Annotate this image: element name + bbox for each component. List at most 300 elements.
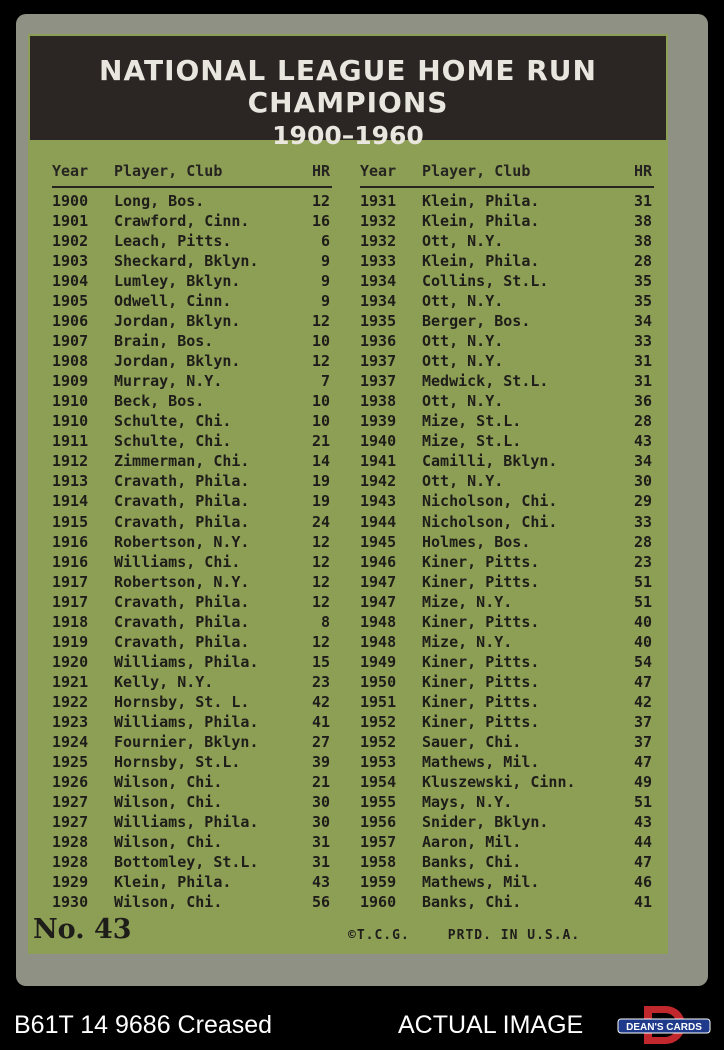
- year-cell: 1902: [52, 232, 89, 251]
- year-cell: 1943: [360, 492, 397, 511]
- hr-cell: 51: [633, 792, 652, 811]
- year-cell: 1948: [360, 632, 397, 651]
- hr-cell: 38: [633, 232, 652, 251]
- hr-cell: 37: [633, 712, 652, 731]
- player-cell: Ott, N.Y.: [422, 352, 504, 371]
- player-cell: Mays, N.Y.: [422, 792, 513, 811]
- player-cell: Beck, Bos.: [114, 392, 205, 411]
- year-cell: 1924: [52, 732, 89, 751]
- hr-cell: 28: [633, 412, 652, 431]
- player-cell: Kiner, Pitts.: [422, 612, 540, 631]
- hr-cell: 41: [311, 712, 330, 731]
- year-cell: 1952: [360, 732, 397, 751]
- hr-cell: 31: [311, 853, 330, 872]
- year-cell: 1952: [360, 712, 397, 731]
- table-row: [360, 572, 654, 592]
- hr-cell: 43: [311, 873, 330, 892]
- actual-image-label: ACTUAL IMAGE: [398, 1011, 584, 1039]
- year-cell: 1939: [360, 412, 397, 431]
- table-row: [52, 512, 332, 532]
- player-cell: Jordan, Bklyn.: [114, 352, 241, 371]
- year-cell: 1912: [52, 452, 89, 471]
- hr-cell: 44: [633, 833, 652, 851]
- player-cell: Kiner, Pitts.: [422, 572, 540, 591]
- year-cell: 1951: [360, 692, 397, 711]
- hr-cell: 29: [633, 492, 652, 511]
- table-row: [360, 832, 654, 852]
- player-cell: Mathews, Mil.: [422, 752, 540, 771]
- table-row: [52, 732, 332, 752]
- year-cell: 1954: [360, 772, 397, 791]
- player-cell: Williams, Chi.: [114, 552, 241, 571]
- player-cell: Klein, Phila.: [422, 212, 540, 231]
- hr-cell: 16: [311, 212, 330, 231]
- year-cell: 1929: [52, 873, 89, 892]
- player-cell: Berger, Bos.: [422, 312, 531, 331]
- table-row: [52, 211, 332, 231]
- year-cell: 1940: [360, 432, 397, 451]
- player-cell: Robertson, N.Y.: [114, 532, 250, 551]
- table-row: [52, 291, 332, 311]
- hr-cell: 10: [311, 392, 330, 411]
- player-cell: Kiner, Pitts.: [422, 552, 540, 571]
- hr-cell: 12: [311, 532, 330, 551]
- player-cell: Mize, N.Y.: [422, 632, 513, 651]
- player-cell: Medwick, St.L.: [422, 372, 549, 391]
- hr-cell: 46: [633, 873, 652, 892]
- hr-cell: 7: [320, 372, 330, 391]
- hr-cell: 6: [320, 232, 330, 251]
- card-header: [30, 36, 666, 150]
- hr-cell: 43: [633, 432, 652, 451]
- player-cell: Kiner, Pitts.: [422, 712, 540, 731]
- hr-cell: 51: [633, 572, 652, 591]
- player-cell: Kelly, N.Y.: [114, 672, 214, 691]
- year-cell: 1910: [52, 392, 89, 411]
- hr-cell: 10: [311, 412, 330, 431]
- player-cell: Hornsby, St. L.: [114, 692, 250, 711]
- table-row: [360, 491, 654, 511]
- player-cell: Long, Bos.: [114, 192, 205, 210]
- year-cell: 1960: [360, 893, 397, 912]
- player-cell: Holmes, Bos.: [422, 532, 531, 551]
- table-row: [52, 812, 332, 832]
- player-cell: Kiner, Pitts.: [422, 652, 540, 671]
- table-row: [360, 752, 654, 772]
- hr-cell: 12: [311, 312, 330, 331]
- hr-cell: 54: [633, 652, 652, 671]
- player-cell: Mathews, Mil.: [422, 873, 540, 892]
- year-cell: 1921: [52, 672, 89, 691]
- player-cell: Cravath, Phila.: [114, 512, 250, 531]
- year-cell: 1927: [52, 812, 89, 831]
- year-cell: 1913: [52, 472, 89, 491]
- hr-cell: 42: [311, 692, 330, 711]
- player-cell: Mize, St.L.: [422, 412, 522, 431]
- player-cell: Wilson, Chi.: [114, 833, 223, 851]
- year-cell: 1906: [52, 312, 89, 331]
- year-cell: 1910: [52, 412, 89, 431]
- table-row: [52, 351, 332, 371]
- player-cell: Banks, Chi.: [422, 853, 522, 872]
- player-cell: Leach, Pitts.: [114, 232, 232, 251]
- year-cell: 1932: [360, 212, 397, 231]
- hr-cell: 31: [633, 192, 652, 210]
- year-cell: 1932: [360, 232, 397, 251]
- hr-cell: 23: [311, 672, 330, 691]
- hr-cell: 31: [633, 372, 652, 391]
- year-cell: 1941: [360, 452, 397, 471]
- right-column-header: [360, 160, 654, 188]
- player-cell: Mize, N.Y.: [422, 592, 513, 611]
- hr-cell: 12: [311, 192, 330, 210]
- hr-cell: 47: [633, 752, 652, 771]
- hr-cell: 37: [633, 732, 652, 751]
- table-row: [360, 391, 654, 411]
- card-years: 1900–1960: [272, 121, 424, 150]
- hr-cell: 41: [633, 893, 652, 912]
- year-cell: 1901: [52, 212, 89, 231]
- hr-cell: 21: [311, 772, 330, 791]
- table-row: [52, 391, 332, 411]
- year-cell: 1956: [360, 812, 397, 831]
- table-row: [360, 211, 654, 231]
- hr-cell: 51: [633, 592, 652, 611]
- player-cell: Ott, N.Y.: [422, 472, 504, 491]
- hr-cell: 28: [633, 532, 652, 551]
- year-cell: 1948: [360, 612, 397, 631]
- hr-cell: 8: [320, 612, 330, 631]
- table-row: [360, 271, 654, 291]
- print-line: [348, 928, 580, 943]
- player-cell: Murray, N.Y.: [114, 372, 223, 391]
- hr-cell: 33: [633, 512, 652, 531]
- table-row: [52, 612, 332, 632]
- player-cell: Kluszewski, Cinn.: [422, 772, 576, 791]
- table-row: [360, 612, 654, 632]
- year-cell: 1945: [360, 532, 397, 551]
- table-row: [360, 311, 654, 331]
- left-column: [52, 160, 332, 912]
- player-cell: Jordan, Bklyn.: [114, 312, 241, 331]
- year-cell: 1900: [52, 192, 89, 210]
- table-row: [360, 652, 654, 672]
- player-cell: Brain, Bos.: [114, 332, 214, 351]
- table-row: [52, 191, 332, 211]
- player-cell: Crawford, Cinn.: [114, 212, 250, 231]
- table-row: [360, 291, 654, 311]
- card-number: No. 43: [33, 914, 132, 945]
- player-cell: Klein, Phila.: [422, 192, 540, 210]
- table-row: [360, 331, 654, 351]
- table-row: [360, 592, 654, 612]
- table-row: [52, 712, 332, 732]
- year-cell: 1950: [360, 672, 397, 691]
- player-cell: Banks, Chi.: [422, 893, 522, 912]
- year-cell: 1915: [52, 512, 89, 531]
- table-row: [52, 251, 332, 271]
- player-heading: Player, Club: [114, 162, 223, 180]
- hr-cell: 23: [633, 552, 652, 571]
- hr-cell: 21: [311, 432, 330, 451]
- table-row: [52, 552, 332, 572]
- year-cell: 1917: [52, 572, 89, 591]
- year-cell: 1919: [52, 632, 89, 651]
- table-row: [360, 732, 654, 752]
- year-cell: 1938: [360, 392, 397, 411]
- player-cell: Williams, Phila.: [114, 812, 259, 831]
- player-cell: Fournier, Bklyn.: [114, 732, 259, 751]
- year-heading: Year: [360, 162, 397, 180]
- hr-cell: 34: [633, 452, 652, 471]
- year-cell: 1934: [360, 272, 397, 291]
- hr-cell: 39: [311, 752, 330, 771]
- year-cell: 1935: [360, 312, 397, 331]
- hr-cell: 36: [633, 392, 652, 411]
- hr-cell: 24: [311, 512, 330, 531]
- player-cell: Ott, N.Y.: [422, 332, 504, 351]
- year-cell: 1949: [360, 652, 397, 671]
- table-row: [52, 832, 332, 852]
- table-row: [360, 812, 654, 832]
- year-cell: 1907: [52, 332, 89, 351]
- player-cell: Cravath, Phila.: [114, 612, 250, 631]
- year-cell: 1953: [360, 752, 397, 771]
- table-row: [52, 652, 332, 672]
- hr-cell: 38: [633, 212, 652, 231]
- table-row: [52, 672, 332, 692]
- player-cell: Robertson, N.Y.: [114, 572, 250, 591]
- year-cell: 1923: [52, 712, 89, 731]
- hr-cell: 14: [311, 452, 330, 471]
- year-cell: 1916: [52, 532, 89, 551]
- table-row: [52, 491, 332, 511]
- player-cell: Cravath, Phila.: [114, 492, 250, 511]
- hr-cell: 10: [311, 332, 330, 351]
- player-cell: Ott, N.Y.: [422, 232, 504, 251]
- hr-cell: 33: [633, 332, 652, 351]
- table-row: [52, 792, 332, 812]
- hr-cell: 34: [633, 312, 652, 331]
- player-cell: Klein, Phila.: [114, 873, 232, 892]
- hr-cell: 30: [633, 472, 652, 491]
- year-cell: 1917: [52, 592, 89, 611]
- table-row: [360, 532, 654, 552]
- table-row: [360, 371, 654, 391]
- player-cell: Bottomley, St.L.: [114, 853, 259, 872]
- table-row: [52, 471, 332, 491]
- player-cell: Nicholson, Chi.: [422, 492, 558, 511]
- year-cell: 1946: [360, 552, 397, 571]
- year-cell: 1959: [360, 873, 397, 892]
- right-rows: [360, 191, 654, 912]
- left-column-header: [52, 160, 332, 188]
- table-row: [52, 772, 332, 792]
- year-cell: 1918: [52, 612, 89, 631]
- year-cell: 1925: [52, 752, 89, 771]
- deans-cards-logo-icon: [614, 1004, 714, 1046]
- year-cell: 1955: [360, 792, 397, 811]
- table-row: [52, 592, 332, 612]
- year-cell: 1911: [52, 432, 89, 451]
- hr-cell: 19: [311, 472, 330, 491]
- year-heading: Year: [52, 162, 89, 180]
- player-cell: Kiner, Pitts.: [422, 692, 540, 711]
- player-cell: Williams, Phila.: [114, 652, 259, 671]
- year-cell: 1928: [52, 853, 89, 872]
- table-row: [52, 632, 332, 652]
- hr-cell: 12: [311, 352, 330, 371]
- table-row: [52, 271, 332, 291]
- year-cell: 1916: [52, 552, 89, 571]
- hr-cell: 40: [633, 612, 652, 631]
- table-row: [360, 411, 654, 431]
- player-cell: Cravath, Phila.: [114, 472, 250, 491]
- year-cell: 1944: [360, 512, 397, 531]
- player-cell: Klein, Phila.: [422, 252, 540, 271]
- table-row: [52, 752, 332, 772]
- player-cell: Sheckard, Bklyn.: [114, 252, 259, 271]
- player-cell: Kiner, Pitts.: [422, 672, 540, 691]
- hr-heading: HR: [633, 162, 652, 180]
- year-cell: 1908: [52, 352, 89, 371]
- table-row: [52, 231, 332, 251]
- year-cell: 1947: [360, 572, 397, 591]
- year-cell: 1926: [52, 772, 89, 791]
- table-row: [52, 852, 332, 872]
- table-row: [52, 572, 332, 592]
- printed-in: PRTD. IN U.S.A.: [447, 928, 581, 943]
- player-cell: Wilson, Chi.: [114, 792, 223, 811]
- player-cell: Wilson, Chi.: [114, 772, 223, 791]
- table-row: [52, 451, 332, 471]
- hr-cell: 28: [633, 252, 652, 271]
- hr-cell: 42: [633, 692, 652, 711]
- hr-cell: 40: [633, 632, 652, 651]
- player-cell: Williams, Phila.: [114, 712, 259, 731]
- logo-text: DEAN'S CARDS: [626, 1022, 702, 1033]
- year-cell: 1928: [52, 833, 89, 851]
- hr-cell: 12: [311, 572, 330, 591]
- table-row: [52, 692, 332, 712]
- year-cell: 1933: [360, 252, 397, 271]
- player-cell: Camilli, Bklyn.: [422, 452, 558, 471]
- table-row: [360, 872, 654, 892]
- table-row: [360, 792, 654, 812]
- table-row: [52, 431, 332, 451]
- table-row: [360, 892, 654, 912]
- table-row: [52, 311, 332, 331]
- sku-label: B61T 14 9686 Creased: [14, 1011, 273, 1039]
- year-cell: 1957: [360, 833, 397, 851]
- hr-cell: 31: [633, 352, 652, 371]
- player-cell: Ott, N.Y.: [422, 392, 504, 411]
- player-cell: Ott, N.Y.: [422, 292, 504, 311]
- year-cell: 1903: [52, 252, 89, 271]
- table-row: [52, 872, 332, 892]
- hr-cell: 12: [311, 592, 330, 611]
- year-cell: 1909: [52, 372, 89, 391]
- left-rows: [52, 191, 332, 912]
- year-cell: 1904: [52, 272, 89, 291]
- hr-cell: 19: [311, 492, 330, 511]
- hr-cell: 56: [311, 893, 330, 912]
- year-cell: 1947: [360, 592, 397, 611]
- table-row: [360, 351, 654, 371]
- hr-cell: 30: [311, 812, 330, 831]
- player-cell: Cravath, Phila.: [114, 592, 250, 611]
- table-row: [360, 251, 654, 271]
- hr-cell: 47: [633, 672, 652, 691]
- player-cell: Odwell, Cinn.: [114, 292, 232, 311]
- year-cell: 1936: [360, 332, 397, 351]
- table-row: [360, 471, 654, 491]
- player-cell: Schulte, Chi.: [114, 432, 232, 451]
- table-row: [52, 892, 332, 912]
- player-cell: Schulte, Chi.: [114, 412, 232, 431]
- hr-cell: 9: [320, 292, 330, 311]
- year-cell: 1930: [52, 893, 89, 912]
- hr-cell: 49: [633, 772, 652, 791]
- player-cell: Lumley, Bklyn.: [114, 272, 241, 291]
- year-cell: 1931: [360, 192, 397, 210]
- player-cell: Aaron, Mil.: [422, 833, 522, 851]
- year-cell: 1937: [360, 352, 397, 371]
- year-cell: 1922: [52, 692, 89, 711]
- table-row: [360, 431, 654, 451]
- year-cell: 1942: [360, 472, 397, 491]
- player-cell: Zimmerman, Chi.: [114, 452, 250, 471]
- hr-cell: 31: [311, 833, 330, 851]
- table-row: [360, 231, 654, 251]
- table-row: [360, 552, 654, 572]
- hr-cell: 27: [311, 732, 330, 751]
- table-row: [360, 632, 654, 652]
- table-row: [52, 371, 332, 391]
- hr-cell: 12: [311, 552, 330, 571]
- player-cell: Hornsby, St.L.: [114, 752, 241, 771]
- player-cell: Nicholson, Chi.: [422, 512, 558, 531]
- table-row: [360, 772, 654, 792]
- table-row: [360, 852, 654, 872]
- hr-cell: 35: [633, 272, 652, 291]
- copyright: ©T.C.G.: [348, 928, 410, 943]
- player-cell: Cravath, Phila.: [114, 632, 250, 651]
- player-cell: Snider, Bklyn.: [422, 812, 549, 831]
- year-cell: 1927: [52, 792, 89, 811]
- table-row: [360, 672, 654, 692]
- table-row: [360, 451, 654, 471]
- player-cell: Collins, St.L.: [422, 272, 549, 291]
- table-row: [52, 411, 332, 431]
- table-row: [52, 532, 332, 552]
- table-row: [360, 712, 654, 732]
- hr-cell: 43: [633, 812, 652, 831]
- player-cell: Mize, St.L.: [422, 432, 522, 451]
- hr-cell: 15: [311, 652, 330, 671]
- year-cell: 1914: [52, 492, 89, 511]
- year-cell: 1937: [360, 372, 397, 391]
- hr-cell: 35: [633, 292, 652, 311]
- table-row: [360, 692, 654, 712]
- card-title: NATIONAL LEAGUE HOME RUN CHAMPIONS: [99, 54, 597, 119]
- hr-cell: 9: [320, 252, 330, 271]
- hr-cell: 47: [633, 853, 652, 872]
- player-cell: Sauer, Chi.: [422, 732, 522, 751]
- year-cell: 1905: [52, 292, 89, 311]
- player-heading: Player, Club: [422, 162, 531, 180]
- hr-cell: 9: [320, 272, 330, 291]
